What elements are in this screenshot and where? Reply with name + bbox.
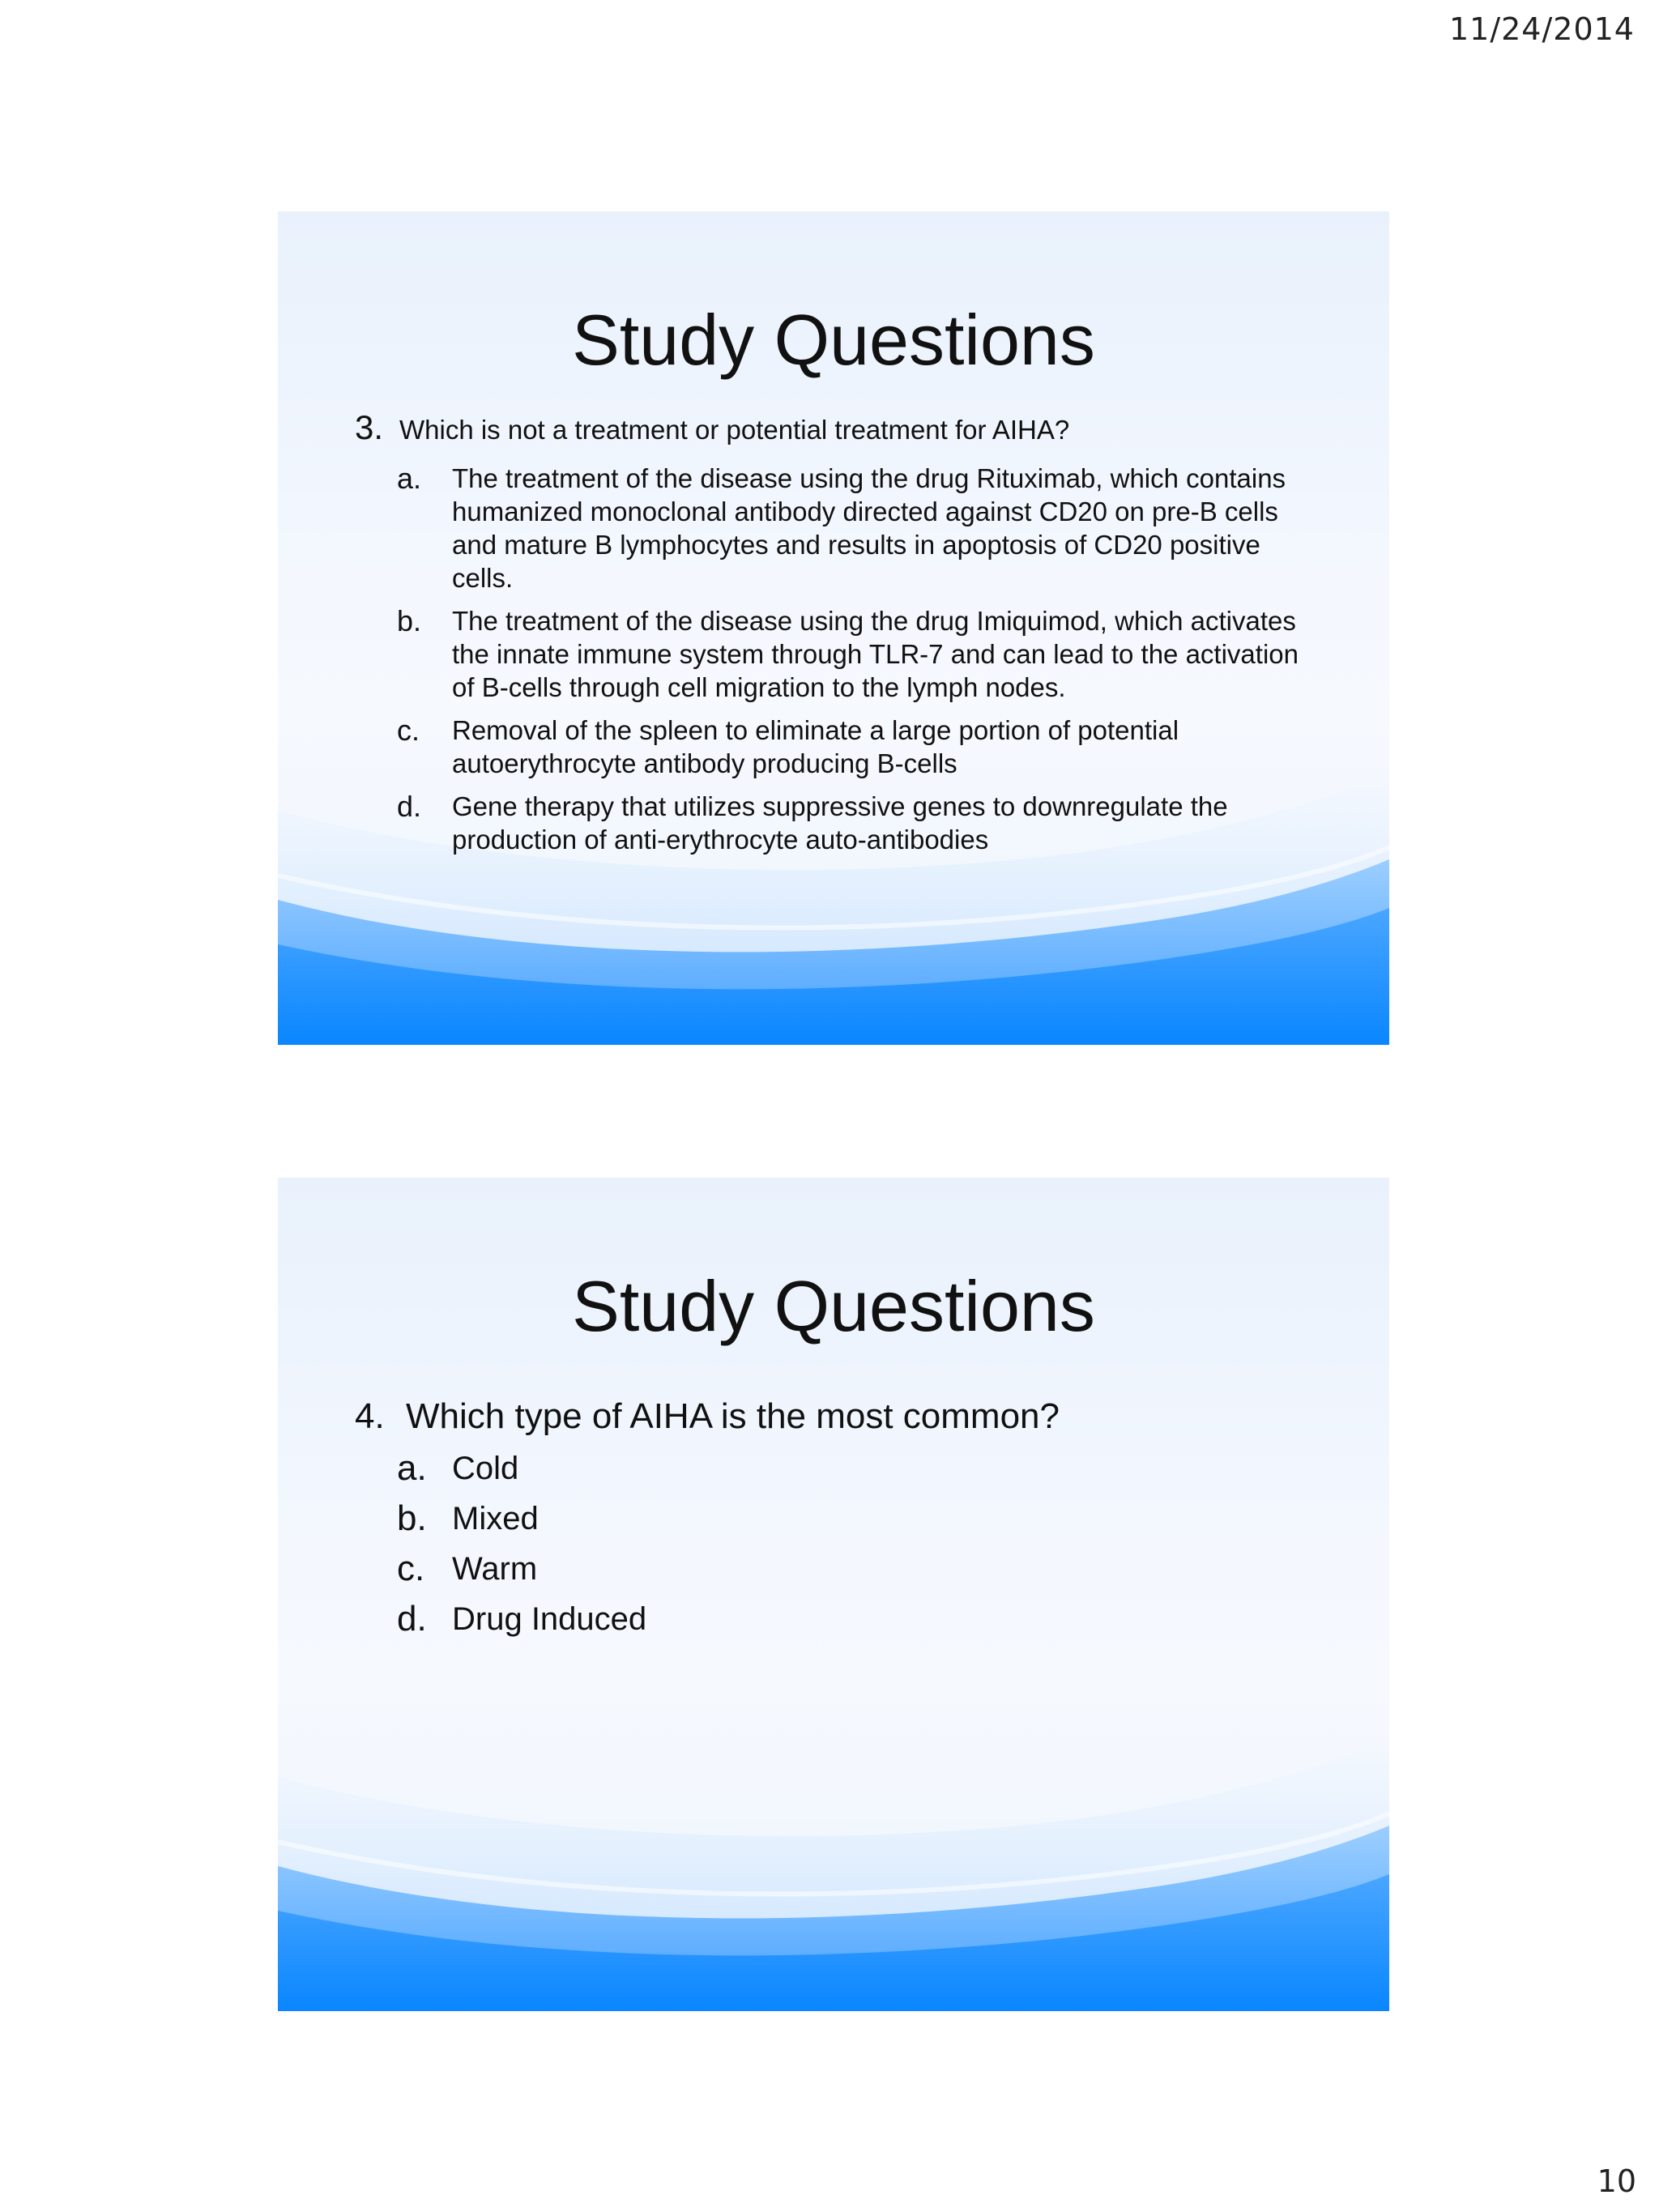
answer-option-c	[397, 1547, 1311, 1591]
option-text: Mixed	[452, 1501, 539, 1536]
page-date: 11/24/2014	[1448, 11, 1635, 47]
slide-study-questions-4	[278, 1178, 1389, 2011]
question-text: Which type of AIHA is the most common?	[406, 1396, 1060, 1436]
option-letter: c.	[397, 1549, 425, 1588]
answer-options	[397, 1447, 1311, 1641]
slide-study-questions-3	[278, 211, 1389, 1045]
question-block	[355, 408, 1311, 866]
option-text: Gene therapy that utilizes suppressive genes to downregulate the production of anti-erythrocyte auto-antibodies	[452, 791, 1228, 855]
answer-option-b	[397, 1497, 1311, 1541]
option-text: Cold	[452, 1451, 519, 1486]
option-letter: c.	[397, 714, 420, 747]
option-text: Warm	[452, 1551, 538, 1587]
option-text: The treatment of the disease using the drug Imiquimod, which activates the innate immune system through TLR-7 and can lead to the activation of B-cells through cell migration to the lymph nodes.	[452, 606, 1299, 702]
question-line	[355, 1396, 1311, 1437]
page-number: 10	[1597, 2163, 1636, 2199]
question-text: Which is not a treatment or potential treatment for AIHA?	[399, 415, 1070, 445]
answer-option-a	[397, 462, 1311, 595]
option-text: Removal of the spleen to eliminate a large portion of potential autoerythrocyte antibody producing B-cells	[452, 715, 1179, 778]
option-text: The treatment of the disease using the drug Rituximab, which contains humanized monoclonal antibody directed against CD20 on pre-B cells and mature B lymphocytes and results in apoptosis of CD20 positive cells.	[452, 463, 1286, 593]
question-number: 4.	[355, 1396, 385, 1436]
option-letter: b.	[397, 604, 422, 637]
option-letter: d.	[397, 1599, 427, 1639]
option-letter: a.	[397, 1448, 427, 1488]
option-letter: a.	[397, 462, 422, 495]
slide-title: Study Questions	[572, 300, 1095, 380]
slide-title: Study Questions	[572, 1266, 1095, 1346]
option-text: Drug Induced	[452, 1601, 647, 1637]
answer-option-a	[397, 1447, 1311, 1490]
question-number: 3.	[355, 408, 384, 446]
question-line	[355, 408, 1311, 447]
option-letter: b.	[397, 1498, 427, 1538]
answer-options	[397, 462, 1311, 856]
answer-option-d	[397, 790, 1311, 856]
question-block	[355, 1396, 1311, 1647]
option-letter: d.	[397, 790, 422, 823]
answer-option-b	[397, 604, 1311, 704]
answer-option-c	[397, 714, 1311, 780]
answer-option-d	[397, 1597, 1311, 1641]
